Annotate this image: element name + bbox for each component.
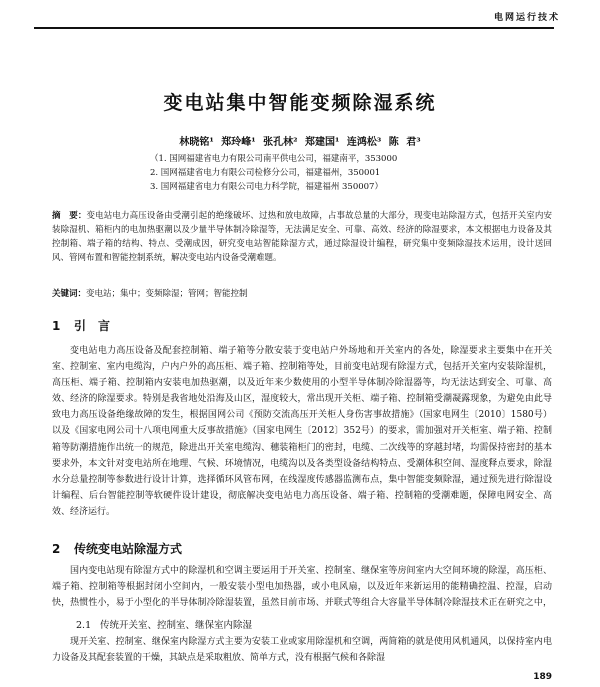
keywords-label: 关键词：	[52, 289, 87, 299]
section-title: 传统变电站除湿方式	[74, 542, 183, 556]
subsection-paragraph: 现开关室、控制室、继保室内除湿方式主要为安装工业或家用除湿机和空调，两简箱的就是使用风机通风，以保持室内电力设备及其配套装置的干燥，其缺点是采取粗放、简单方式，没有根据气候和各除湿	[52, 637, 552, 664]
section-heading-traditional	[52, 540, 182, 557]
affiliation-2: 2. 国网福建省电力有限公司检修分公司，福建福州，350001	[150, 168, 381, 178]
subsection-heading	[76, 617, 252, 631]
section-number: 1	[52, 319, 61, 333]
keywords	[52, 287, 552, 301]
affiliation-1: （1. 国网福建省电力有限公司南平供电公司，福建南平，353000	[150, 154, 398, 164]
abstract-text: 变电站电力高压设备由受潮引起的绝缘破坏、过热和放电故障，占事故总量的大部分，现变电站除湿方式，包括开关室内安装除湿机、箱柜内的电加热驱潮以及少量半导体制冷除湿等，无法满足安全、可靠、高效、经济的除湿要求，本文根据电力设备及其控制箱、端子箱的结构、特点、受潮成因，研究变电站智能除湿方式，通过除湿设计编程，研究集中变频除湿技术运用，设计送回风、管网布置和智能控制系统，解决变电站内设备受潮难题。	[52, 211, 552, 263]
page-number: 189	[533, 672, 552, 682]
abstract	[52, 209, 552, 265]
subsection-title: 传统开关室、控制室、继保室内除湿	[100, 620, 253, 631]
running-head: 电网运行技术	[493, 13, 560, 23]
section-heading-introduction	[52, 317, 110, 334]
introduction-paragraph: 变电站电力高压设备及配套控制箱、端子箱等分散安装于变电站户外场地和开关室内的各处，除湿要求主要集中在开关室、控制室、室内电缆沟，户内户外的高压柜、端子箱、控制箱等处，目前变电站现有除湿方式，包括开关室内安装除湿机，高压柜、端子箱、控制箱内安装电加热驱潮，以及近年来少数使用的小型半导体制冷除湿器等，均无法达到安全、可靠、高效、经济的除湿要求。特别是我省地处沿海及山区，湿度较大，常出现开关柜、端子箱、控制箱受潮凝露现象，为避免由此导致电力高压设备绝缘故障的发生，根据国网公司《预防交流高压开关柜人身伤害事故措施》（国家电网生〔2010〕1580号）以及《国家电网公司十八项电网重大反事故措施》（国家电网生〔2012〕352号）的要求，需加强对开关柜室、端子箱、控制箱等防潮措施作出统一的规范，除进出开关室电缆沟、穗装箱柜门的密封，电缆、二次线等的穿越封堵，均需保持密封的基本要求外，本文针对变电站所在地理、气候、环境情况，电缆沟以及各类型设备结构特点、受潮体积空间、湿度释点要求，除湿水分总量控制等参数进行设计计算，选择循环风管布网，在线湿度传感器监测布点，集中智能变频除湿，通过预先进行除湿设计编程、后台智能控制等软硬件设计建设，彻底解决变电站电力高压设备、端子箱、控制箱的受潮难题，保障电网安全、高效、经济运行。	[52, 346, 552, 517]
author-list: 林晓铭¹ 郑玲峰¹ 张孔林² 郑建国¹ 连鸿松³ 陈 君³	[179, 137, 421, 148]
keywords-text: 变电站；集中；变频除湿；管网；智能控制	[86, 289, 248, 299]
traditional-paragraph: 国内变电站现有除湿方式中的除湿机和空调主要运用于开关室、控制室、继保室等房间室内大空间环境的除湿，高压柜、端子箱、控制箱等根据封闭小空间内，一般安装小型电加热器，或小电风扇，以及近年来新运用的能精确控温、控湿，启动快，热惯性小，易于小型化的半导体制冷除湿装置，虽然目前市场、并联式等组合大容量半导体制冷除湿技术正在研究之中，	[52, 566, 552, 609]
affiliation-3: 3. 国网福建省电力有限公司电力科学院，福建福州 350007）	[150, 182, 383, 192]
section-number: 2	[52, 542, 61, 556]
header-rule	[34, 27, 554, 29]
abstract-label: 摘 要：	[52, 211, 87, 221]
subsection-number: 2.1	[76, 620, 92, 631]
section-title: 引 言	[74, 319, 111, 333]
paper-title: 变电站集中智能变频除湿系统	[163, 92, 437, 114]
